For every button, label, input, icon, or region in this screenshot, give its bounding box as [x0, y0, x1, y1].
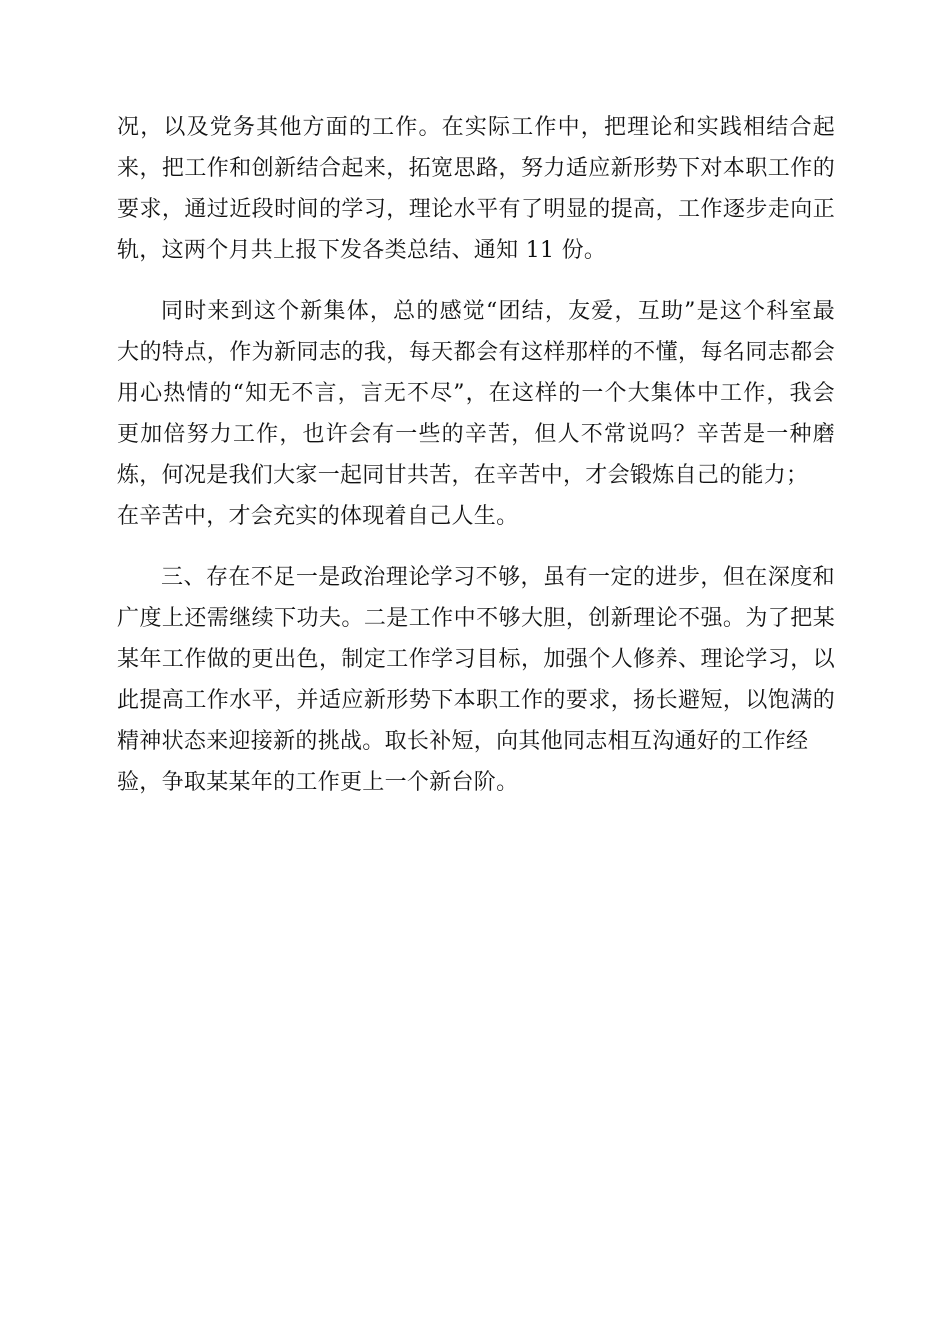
paragraph-line: 炼，何况是我们大家一起同甘共苦，在辛苦中，才会锻炼自己的能力； [117, 463, 809, 488]
paragraph-line: 某年工作做的更出色，制定工作学习目标，加强个人修养、理论学习，以 [117, 647, 835, 672]
paragraph-line: 更加倍努力工作，也许会有一些的辛苦，但人不常说吗？辛苦是一种磨 [117, 422, 835, 447]
paragraph-line: 轨，这两个月共上报下发各类总结、通知 11 份。 [117, 238, 607, 263]
paragraph-line: 况，以及党务其他方面的工作。在实际工作中，把理论和实践相结合起 [117, 115, 835, 140]
paragraph-new-collective [117, 291, 835, 537]
paragraph-line: 三、存在不足一是政治理论学习不够，虽有一定的进步，但在深度和 [161, 565, 835, 590]
document-body [117, 107, 835, 803]
paragraph-line: 要求，通过近段时间的学习，理论水平有了明显的提高，工作逐步走向正 [117, 197, 835, 222]
paragraph-line: 在辛苦中，才会充实的体现着自己人生。 [117, 504, 519, 529]
paragraph-line: 此提高工作水平，并适应新形势下本职工作的要求，扬长避短，以饱满的 [117, 688, 835, 713]
paragraph-line: 来，把工作和创新结合起来，拓宽思路，努力适应新形势下对本职工作的 [117, 156, 835, 181]
paragraph-line: 大的特点，作为新同志的我，每天都会有这样那样的不懂，每名同志都会 [117, 340, 835, 365]
paragraph-line: 用心热情的“知无不言，言无不尽”，在这样的一个大集体中工作，我会 [117, 381, 835, 406]
paragraph-line: 同时来到这个新集体，总的感觉“团结，友爱，互助”是这个科室最 [161, 299, 835, 324]
paragraph-line: 精神状态来迎接新的挑战。取长补短，向其他同志相互沟通好的工作经 [117, 729, 809, 754]
paragraph-shortcomings [117, 557, 835, 803]
paragraph-work-summary [117, 107, 835, 271]
paragraph-line: 广度上还需继续下功夫。二是工作中不够大胆，创新理论不强。为了把某 [117, 606, 835, 631]
paragraph-line: 验，争取某某年的工作更上一个新台阶。 [117, 770, 519, 795]
